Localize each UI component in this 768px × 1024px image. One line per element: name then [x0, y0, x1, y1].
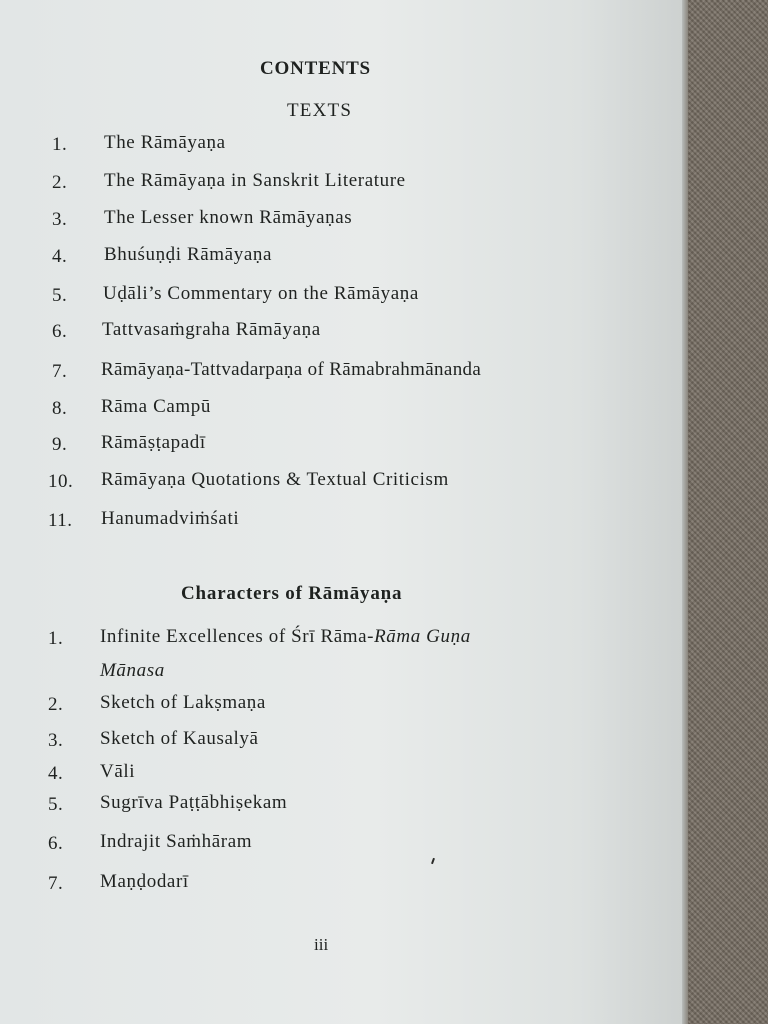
list-item-number: 4. [52, 246, 68, 267]
list-item-title: Vāli [100, 761, 136, 782]
list-item-number: 10. [48, 471, 74, 492]
page-number: iii [314, 935, 329, 954]
list-item-title: Rāmāyaṇa Quotations & Textual Criticism [101, 469, 449, 490]
list-item-title: Rāmāyaṇa-Tattvadarpaṇa of Rāmabrahmānanda [101, 359, 482, 380]
list-item-title: Rāma Campū [101, 396, 211, 417]
list-item-number: 4. [48, 763, 64, 784]
list-item-number: 9. [52, 434, 68, 455]
list-item-number: 7. [52, 361, 68, 382]
list-item-number: 2. [52, 172, 68, 193]
list-item-title: Uḍāli’s Commentary on the Rāmāyaṇa [103, 283, 419, 304]
section-heading-texts: TEXTS [287, 100, 353, 121]
list-item-number: 6. [48, 833, 64, 854]
list-item-number: 8. [52, 398, 68, 419]
list-item-number: 11. [48, 510, 73, 531]
list-item-title: The Rāmāyaṇa in Sanskrit Literature [104, 170, 406, 191]
section-heading-characters: Characters of Rāmāyaṇa [181, 583, 403, 604]
list-item-title: Sketch of Lakṣmaṇa [100, 692, 266, 713]
list-item-number: 7. [48, 873, 64, 894]
list-item-title: Indrajit Saṁhāram [100, 831, 253, 852]
list-item-title: Maṇḍodarī [100, 871, 189, 892]
list-item-title: The Rāmāyaṇa [104, 132, 226, 153]
list-item-number: 1. [48, 628, 64, 649]
list-item-title: Sugrīva Paṭṭābhiṣekam [100, 792, 288, 813]
page-edge [682, 0, 688, 1024]
list-item-title: Tattvasaṁgraha Rāmāyaṇa [102, 319, 321, 340]
list-item-title-roman: Infinite Excellences of Śrī Rāma- [100, 626, 375, 647]
list-item-number: 6. [52, 321, 68, 342]
list-item-title: Rāmāṣṭapadī [101, 432, 206, 453]
list-item-title: Hanumadviṁśati [101, 508, 240, 529]
list-item-title [100, 626, 471, 648]
list-item-title: Bhuśuṇḍi Rāmāyaṇa [104, 244, 272, 265]
list-item-continuation: Mānasa [100, 660, 165, 681]
list-item-number: 2. [48, 694, 64, 715]
list-item-number: 5. [48, 794, 64, 815]
list-item-number: 3. [48, 730, 64, 751]
list-item-number: 1. [52, 134, 68, 155]
list-item-number: 3. [52, 209, 68, 230]
list-item-number: 5. [52, 285, 68, 306]
list-item-title: The Lesser known Rāmāyaṇas [104, 207, 353, 228]
contents-title: CONTENTS [260, 58, 371, 79]
list-item-title: Sketch of Kausalyā [100, 728, 259, 749]
list-item-title-italic: Rāma Guṇa [374, 626, 471, 647]
